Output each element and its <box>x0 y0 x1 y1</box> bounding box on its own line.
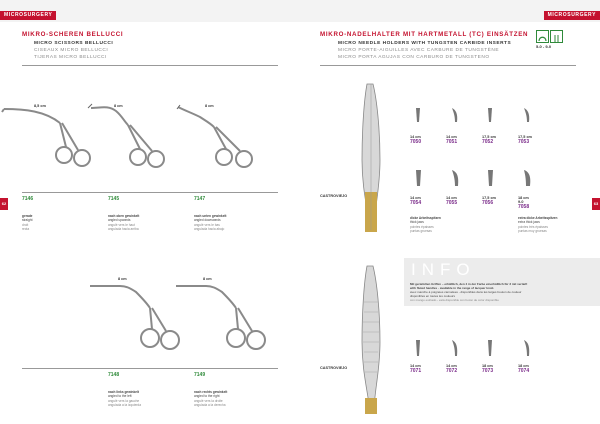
desc-es: angulada hacia arriba <box>108 226 139 231</box>
product-description <box>22 214 33 231</box>
article-number: 7073 <box>482 368 494 374</box>
length-label: 18 cm <box>482 364 493 368</box>
length-label: 17,5 cm <box>518 135 532 139</box>
article-number: 7053 <box>518 139 530 145</box>
desc-de: nach oben gewinkelt <box>108 214 140 218</box>
page-title: MIKRO-SCHEREN BELLUCCI <box>22 31 124 38</box>
product-7053 <box>518 135 532 145</box>
product-7145 <box>108 196 139 231</box>
needle-holder-illustration-2 <box>352 262 392 422</box>
product-7051 <box>446 135 457 145</box>
length-label: 14 cm <box>446 364 457 368</box>
needle-holder-illustration <box>352 80 392 240</box>
info-line-es: con mango estriado - está disponible con boton de color disponible <box>410 298 499 302</box>
product-7056 <box>482 196 496 206</box>
product-7071 <box>410 364 421 374</box>
needle-curve-icon <box>536 30 549 43</box>
length-label: 14 cm <box>410 364 421 368</box>
article-number: 7074 <box>518 368 530 374</box>
length-label: 14 cm <box>446 135 457 139</box>
note-es: puntas muy gruesas <box>518 228 547 233</box>
castroviejo-label: CASTROVIEJO <box>320 194 348 198</box>
length-label: 8 cm <box>205 104 214 108</box>
desc-fr: angulé vers la droite <box>194 398 223 403</box>
desc-es: angulada hacia abajo <box>194 226 225 231</box>
row-rule <box>22 192 278 193</box>
note-en: thick jaws <box>410 220 424 225</box>
article-number: 7055 <box>446 200 458 206</box>
product-7050 <box>410 135 421 145</box>
right-page <box>300 0 600 424</box>
article-number: 7146 <box>22 196 34 202</box>
desc-de: nach unten gewinkelt <box>194 214 227 218</box>
note-en: extra thick jaws <box>518 220 540 225</box>
info-line-fr: avec manche à poignées cannelées - disponibles dans les larges bouton de couleur <box>410 290 522 294</box>
page-number: 62 <box>0 198 8 210</box>
article-number: 7148 <box>108 372 120 378</box>
desc-en: angled to the right <box>194 394 220 399</box>
desc-es: angulada a la derecha <box>194 402 226 407</box>
note-de: dicke Arbeitsspitzen <box>410 216 441 220</box>
scissors-top-row-illustration <box>0 95 300 185</box>
desc-de: nach links gewinkelt <box>108 390 139 394</box>
header-rule <box>320 65 576 66</box>
length-label: 14 cm <box>446 196 457 200</box>
article-number: 7056 <box>482 200 494 206</box>
needle-holder-icon <box>550 30 563 43</box>
article-number: 7054 <box>410 200 422 206</box>
product-description <box>194 214 226 231</box>
scissors-bottom-row-illustration <box>0 272 300 362</box>
article-number: 7050 <box>410 139 422 145</box>
info-line-fr-2: disponibles en toutes les couleurs <box>410 294 456 298</box>
desc-de: nach rechts gewinkelt <box>194 390 228 394</box>
desc-en: angled downwards <box>194 218 221 223</box>
length-label: 8 cm <box>203 277 212 281</box>
length-label: 8 cm <box>118 277 127 281</box>
castroviejo-label-2: CASTROVIEJO <box>320 366 348 370</box>
jaw-note-right <box>518 216 557 233</box>
suture-range: 9-0 <box>518 200 524 204</box>
desc-fr: angulé vers le bas <box>194 222 220 227</box>
note-fr: pointes très épaisses <box>518 224 548 229</box>
length-label: 17,5 cm <box>482 196 496 200</box>
desc-en: angled to the left <box>108 394 132 399</box>
article-number: 7147 <box>194 196 206 202</box>
product-7052 <box>482 135 496 145</box>
product-7055 <box>446 196 457 206</box>
length-label: 14 cm <box>410 135 421 139</box>
length-label: 17,5 cm <box>482 135 496 139</box>
subtitle-en: MICRO SCISSORS BELLUCCI <box>34 41 114 46</box>
product-description <box>108 390 141 407</box>
length-label: 18 cm <box>518 364 529 368</box>
article-number: 7145 <box>108 196 120 202</box>
desc-en: straight <box>22 218 33 223</box>
article-number: 7052 <box>482 139 494 145</box>
subtitle-es: MICRO PORTA AGUJAS CON CARBURO DE TUNGSTENO <box>338 55 490 60</box>
product-7148 <box>108 372 141 407</box>
product-description <box>108 214 139 231</box>
suture-range-badge: 5-0 - 9-0 <box>536 44 552 49</box>
scissors-3-shaft <box>178 107 214 127</box>
length-label: 18 cm <box>518 196 529 200</box>
subtitle-es: TIJERAS MICRO BELLUCCI <box>34 55 107 60</box>
desc-fr: angulé vers le haut <box>108 222 135 227</box>
gold-tip <box>365 398 377 414</box>
note-es: puntas gruesas <box>410 228 432 233</box>
article-number: 7149 <box>194 372 206 378</box>
scissors-4-shaft <box>90 286 150 308</box>
product-description <box>194 390 227 407</box>
section-tag: MICROSURGERY <box>0 11 56 20</box>
article-number: 7071 <box>410 368 422 374</box>
subtitle-en: MICRO NEEDLE HOLDERS WITH TUNGSTEN CARBIDE INSERTS <box>338 41 512 46</box>
jaw-tips-illustration-2 <box>400 340 550 360</box>
product-7073 <box>482 364 493 374</box>
desc-en: angled upwards <box>108 218 131 223</box>
note-fr: pointes épaisses <box>410 224 434 229</box>
scissors-1-shaft <box>4 109 60 123</box>
info-line-de: Mit geriefelten Griffen – erhältlich, den 4 in der Farbe einerhältlich für 3 mit vertieft <box>410 282 528 286</box>
info-text <box>410 282 595 302</box>
row-rule <box>22 368 278 369</box>
page-title: MIKRO-NADELHALTER MIT HARTMETALL (TC) EINSÄTZEN <box>320 31 529 38</box>
product-7054 <box>410 196 421 206</box>
header-rule <box>22 65 278 66</box>
subtitle-fr: MICRO PORTE-AIGUILLES AVEC CARBURE DE TUNGSTÈNE <box>338 48 500 53</box>
product-7072 <box>446 364 457 374</box>
length-label: 8,5 cm <box>34 104 46 108</box>
length-label: 14 cm <box>410 196 421 200</box>
scissors-2-shaft <box>91 107 128 125</box>
product-7146 <box>22 196 33 231</box>
article-number: 7072 <box>446 368 458 374</box>
product-7074 <box>518 364 529 374</box>
product-7149 <box>194 372 227 407</box>
desc-de: gerade <box>22 214 33 218</box>
desc-fr: droit <box>22 222 29 227</box>
info-line-en: with fluted handles - available in the range of lacquer knob <box>410 286 494 290</box>
desc-fr: angulé vers la gauche <box>108 398 140 403</box>
scissors-5-shaft <box>176 286 236 308</box>
desc-es: angulada a la izquierda <box>108 402 141 407</box>
subtitle-fr: CISEAUX MICRO BELLUCCI <box>34 48 109 53</box>
desc-es: recta <box>22 226 30 231</box>
article-number: 7058 <box>518 204 530 210</box>
article-number: 7051 <box>446 139 458 145</box>
product-7058 <box>518 196 529 210</box>
page-number: 63 <box>592 198 600 210</box>
jaw-note-left <box>410 216 441 233</box>
length-label: 8 cm <box>114 104 123 108</box>
product-7147 <box>194 196 226 231</box>
note-de: extra dicke Arbeitsspitzen <box>518 216 558 220</box>
jaw-tips-illustration <box>400 108 550 188</box>
section-tag: MICROSURGERY <box>544 11 600 20</box>
info-heading: INFO <box>411 260 476 279</box>
